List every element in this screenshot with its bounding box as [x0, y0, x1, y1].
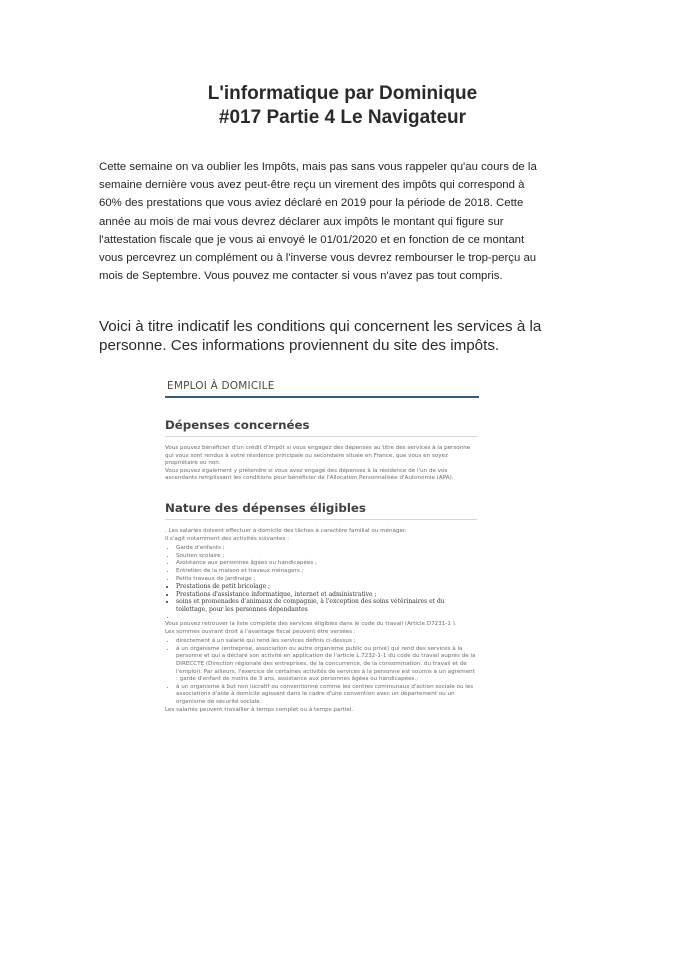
intro-line: vous percevrez un complément ou à l'inverse vous devrez rembourser le trop-perçu au: [99, 252, 537, 265]
list-item: • Assistance aux personnes âgées ou handicapées ;: [176, 560, 477, 568]
list-item: • Prestations de petit bricolage ;: [176, 583, 477, 591]
intro-line: l'attestation fiscale que je vous ai envoyé le 01/01/2020 et en fonction de ce montant: [99, 233, 525, 246]
list-item: • Petits travaux de jardinage ;: [176, 576, 477, 584]
section-nature-body: [165, 528, 477, 714]
nature-intro-1: . Les salariés doivent effectuer à domicile des tâches à caractère familial ou ménager.: [165, 527, 407, 534]
list-item: • Soutien scolaire ;: [176, 553, 477, 561]
nature-intro-2: Il s'agit notamment des activités suivantes :: [165, 535, 290, 542]
section-title-depenses: Dépenses concernées: [165, 418, 477, 437]
list-item: • soins et promenades d'animaux de compagnie, à l'exception des soins vétérinaires et du toilettage, pour les personnes dépendantes: [176, 598, 477, 613]
tax-info-screenshot: [165, 378, 510, 798]
title-line-1: L'informatique par Dominique: [207, 83, 478, 104]
list-item: • Entretien de la maison et travaux ménagers ;: [176, 568, 477, 576]
title-line-2: #017 Partie 4 Le Navigateur: [218, 107, 467, 128]
intro-line: mois de Septembre. Vous pouvez me contacter si vous n'avez pas tout compris.: [99, 270, 503, 283]
list-item: • à un organisme (entreprise, association ou autre organisme public ou privé) qui rend des services à la personne et qui a déclaré son activité en application de l'article L.7232-1-1 du code du travail auprès de la DIRECCTE (Direction régionale des entreprises, de la concurrence, de la consommation, du travail et de l'emploi). Par ailleurs, l'exercice de certaines activités de services à la personne est soumis à un agrément : garde d'enfant de moins de 3 ans, assistance aux personnes âgées ou handicapées.;: [176, 646, 477, 684]
list-item: • Prestations d'assistance informatique, internet et administrative ;: [176, 591, 477, 599]
intro-line: 60% des prestations que vous aviez déclaré en 2019 pour la période de 2018. Cette: [99, 197, 524, 210]
section-title-nature: Nature des dépenses éligibles: [165, 501, 477, 520]
list-note: Vous pouvez retrouver la liste complète des services éligibles dans le code du travail (Article D7231-1 ).: [165, 621, 457, 628]
lead-paragraph: [99, 317, 619, 355]
intro-line: Cette semaine on va oublier les Impôts, mais pas sans vous rappeler qu'au cours de la: [99, 161, 537, 173]
lead-line-1: Voici à titre indicatif les conditions qui concernent les services à la: [99, 318, 542, 335]
depenses-paragraph-2: Vous pouvez également y prétendre si vous avez engagé des dépenses à la résidence de l'un de vos ascendants remplissant les conditions pour bénéficier de l'Allocation Personnalisée d'Autonomie (APA).: [165, 467, 454, 482]
panel-header: EMPLOI À DOMICILE: [165, 378, 479, 398]
intro-line: année au mois de mai vous devrez déclarer aux impôts le montant qui figure sur: [99, 215, 504, 228]
empty-list-item: [176, 614, 477, 622]
depenses-paragraph-1: Vous pouvez bénéficier d'un crédit d'impôt si vous engagez des dépenses au titre des services à la personne qui vous sont rendus à votre résidence principale ou secondaire située en France, que vous en soyez propriétaire ou non.: [165, 445, 471, 467]
intro-paragraph: [99, 158, 599, 285]
sums-intro: Les sommes ouvrant droit à l'avantage fiscal peuvent être versées :: [165, 628, 356, 635]
list-item: • Garde d'enfants ;: [176, 545, 477, 553]
list-item: • à un organisme à but non lucratif ou conventionné comme les centres communaux d'action sociale ou les associations d'aide à domicile agissant dans le cadre d'une convention avec un département ou un organisme de sécurité sociale.: [176, 684, 477, 707]
activities-list: [165, 545, 477, 621]
section-depenses-body: [165, 445, 477, 483]
document-title: [0, 82, 685, 130]
payees-list: [165, 638, 477, 706]
panel-footer-note: Les salariés peuvent travailler à temps complet ou à temps partiel.: [165, 706, 354, 713]
list-item: • directement à un salarié qui rend les services définis ci-dessus ;: [176, 638, 477, 646]
intro-line: semaine dernière vous avez peut-être reçu un virement des impôts qui correspond à: [99, 179, 525, 192]
lead-line-2: personne. Ces informations proviennent du site des impôts.: [99, 337, 500, 354]
